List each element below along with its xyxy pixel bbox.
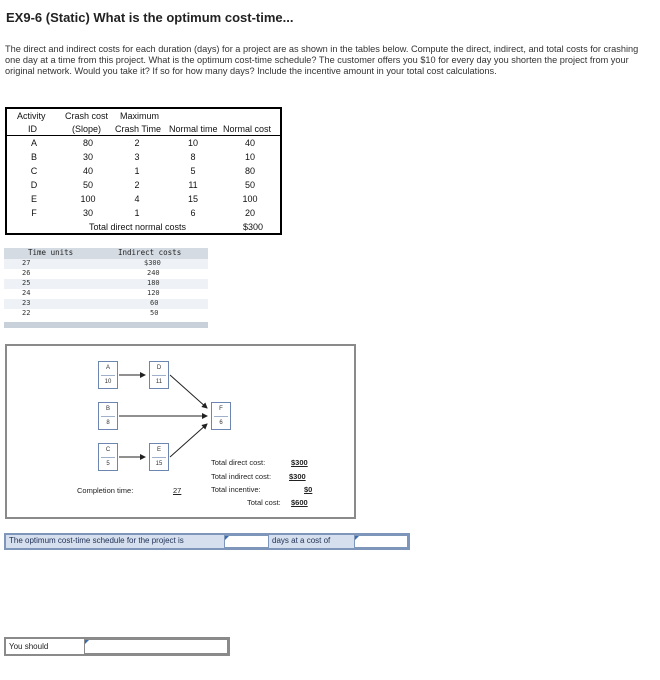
cell-slope: 40: [82, 166, 93, 176]
node-b: [98, 402, 118, 430]
node-duration: 11: [155, 379, 163, 385]
cell-normal-cost: 20: [244, 208, 255, 218]
header-crash-cost: Crash cost: [65, 111, 109, 121]
page-title: EX9-6 (Static) What is the optimum cost-time...: [6, 10, 294, 25]
node-duration: 10: [104, 379, 112, 385]
days-at-cost-label: days at a cost of: [272, 536, 331, 545]
cell-crash-time: 2: [134, 180, 140, 190]
header-activity: Activity: [17, 111, 46, 121]
you-should-label: You should: [9, 642, 49, 651]
node-c: [98, 443, 118, 471]
input-marker-icon: [225, 536, 229, 540]
cell-slope: 80: [82, 138, 93, 148]
cell-normal-cost: 50: [244, 180, 255, 190]
completion-label: Completion time:: [77, 486, 134, 495]
node-label: F: [219, 406, 223, 412]
indirect-cost-table: [4, 248, 208, 328]
node-label: D: [156, 365, 162, 371]
cell-time: 24: [22, 289, 31, 297]
network-diagram: [5, 344, 356, 519]
cell-time: 26: [22, 269, 31, 277]
cell-cost: 240: [147, 269, 160, 277]
node-f: [211, 402, 231, 430]
summary-incentive-label: Total incentive:: [211, 485, 261, 494]
header-id: ID: [28, 124, 37, 134]
cell-crash-time: 2: [134, 138, 140, 148]
you-should-select[interactable]: [84, 639, 228, 654]
cell-normal-time: 15: [187, 194, 198, 204]
header-divider: [7, 135, 280, 136]
header-crash-time: Crash Time: [115, 124, 162, 134]
total-direct-label: Total direct normal costs: [89, 222, 187, 232]
summary-direct-label: Total direct cost:: [211, 458, 266, 467]
header-slope: (Slope): [72, 124, 102, 134]
arrow-d-f: [170, 375, 207, 408]
cell-cost: $300: [144, 259, 161, 267]
optimum-schedule-label: The optimum cost-time schedule for the project is: [9, 536, 184, 545]
cell-slope: 30: [82, 152, 93, 162]
node-d: [149, 361, 169, 389]
node-label: E: [156, 447, 161, 453]
header-time-units: Time units: [28, 248, 74, 257]
table-row: [4, 259, 208, 269]
cell-normal-time: 6: [190, 208, 196, 218]
cell-normal-cost: 80: [244, 166, 255, 176]
summary-indirect-label: Total indirect cost:: [211, 472, 272, 481]
problem-text: The direct and indirect costs for each duration (days) for a project are as shown in the tables below. Compute the direct, indirect, and total costs for crashing one day at a time from this project. What is the optimum cost-time schedule? The customer offers you $10 for every day you shorten the project from your original network. Would you take it? If so for how many days? Include the incentive amount in your total cost calculations.: [5, 44, 639, 76]
cell-id: E: [30, 194, 37, 204]
table-row: [4, 269, 208, 279]
cell-crash-time: 1: [134, 208, 140, 218]
cell-normal-time: 5: [190, 166, 196, 176]
cell-slope: 30: [82, 208, 93, 218]
table-row: [4, 309, 208, 319]
cell-time: 27: [22, 259, 31, 267]
cell-crash-time: 4: [134, 194, 140, 204]
table-row: [4, 289, 208, 299]
cell-time: 25: [22, 279, 31, 287]
cell-slope: 100: [80, 194, 96, 204]
header-indirect-costs: Indirect costs: [118, 248, 182, 257]
cell-id: C: [30, 166, 38, 176]
header-normal-time: Normal time: [169, 124, 218, 134]
cell-cost: 60: [150, 299, 159, 307]
arrow-e-f: [170, 424, 207, 457]
cell-normal-time: 11: [188, 180, 198, 190]
optimum-schedule-row: [4, 533, 410, 550]
you-should-row: [4, 637, 230, 656]
activity-table: [5, 107, 282, 235]
cell-time: 22: [22, 309, 31, 317]
cell-id: F: [31, 208, 37, 218]
cell-normal-time: 10: [187, 138, 198, 148]
node-duration: 15: [155, 461, 163, 467]
input-marker-icon: [355, 536, 359, 540]
input-marker-icon: [85, 640, 89, 644]
cell-cost: 120: [147, 289, 160, 297]
days-input[interactable]: [224, 535, 269, 548]
header-normal-cost: Normal cost: [223, 124, 272, 134]
cell-crash-time: 1: [134, 166, 140, 176]
cell-slope: 50: [82, 180, 93, 190]
table-row: [4, 279, 208, 289]
cell-normal-cost: 100: [242, 194, 258, 204]
table-row: [4, 299, 208, 309]
header-maximum: Maximum: [120, 111, 160, 121]
cell-normal-cost: 10: [244, 152, 255, 162]
node-e: [149, 443, 169, 471]
table-footer-bar: [4, 322, 208, 328]
completion-value: 27: [173, 486, 182, 495]
cell-id: A: [30, 138, 37, 148]
cell-crash-time: 3: [134, 152, 140, 162]
node-duration: 5: [106, 461, 110, 467]
cell-normal-cost: 40: [244, 138, 255, 148]
node-a: [98, 361, 118, 389]
cell-normal-time: 8: [190, 152, 196, 162]
node-label: C: [105, 447, 111, 453]
summary-total-label: Total cost:: [247, 498, 281, 507]
cell-cost: 50: [150, 309, 159, 317]
node-label: A: [105, 365, 110, 371]
node-label: B: [105, 406, 110, 412]
cell-id: D: [30, 180, 38, 190]
summary-total-value: $600: [291, 498, 308, 507]
network-arrows: [7, 346, 358, 521]
summary-direct-value: $300: [291, 458, 308, 467]
total-direct-value: $300: [242, 222, 264, 232]
cell-cost: 180: [147, 279, 160, 287]
summary-incentive-value: $0: [304, 485, 313, 494]
cell-time: 23: [22, 299, 31, 307]
node-duration: 6: [219, 420, 223, 426]
cell-id: B: [30, 152, 37, 162]
summary-indirect-value: $300: [289, 472, 306, 481]
cost-input[interactable]: [354, 535, 408, 548]
node-duration: 8: [106, 420, 110, 426]
indirect-header: [4, 248, 208, 259]
